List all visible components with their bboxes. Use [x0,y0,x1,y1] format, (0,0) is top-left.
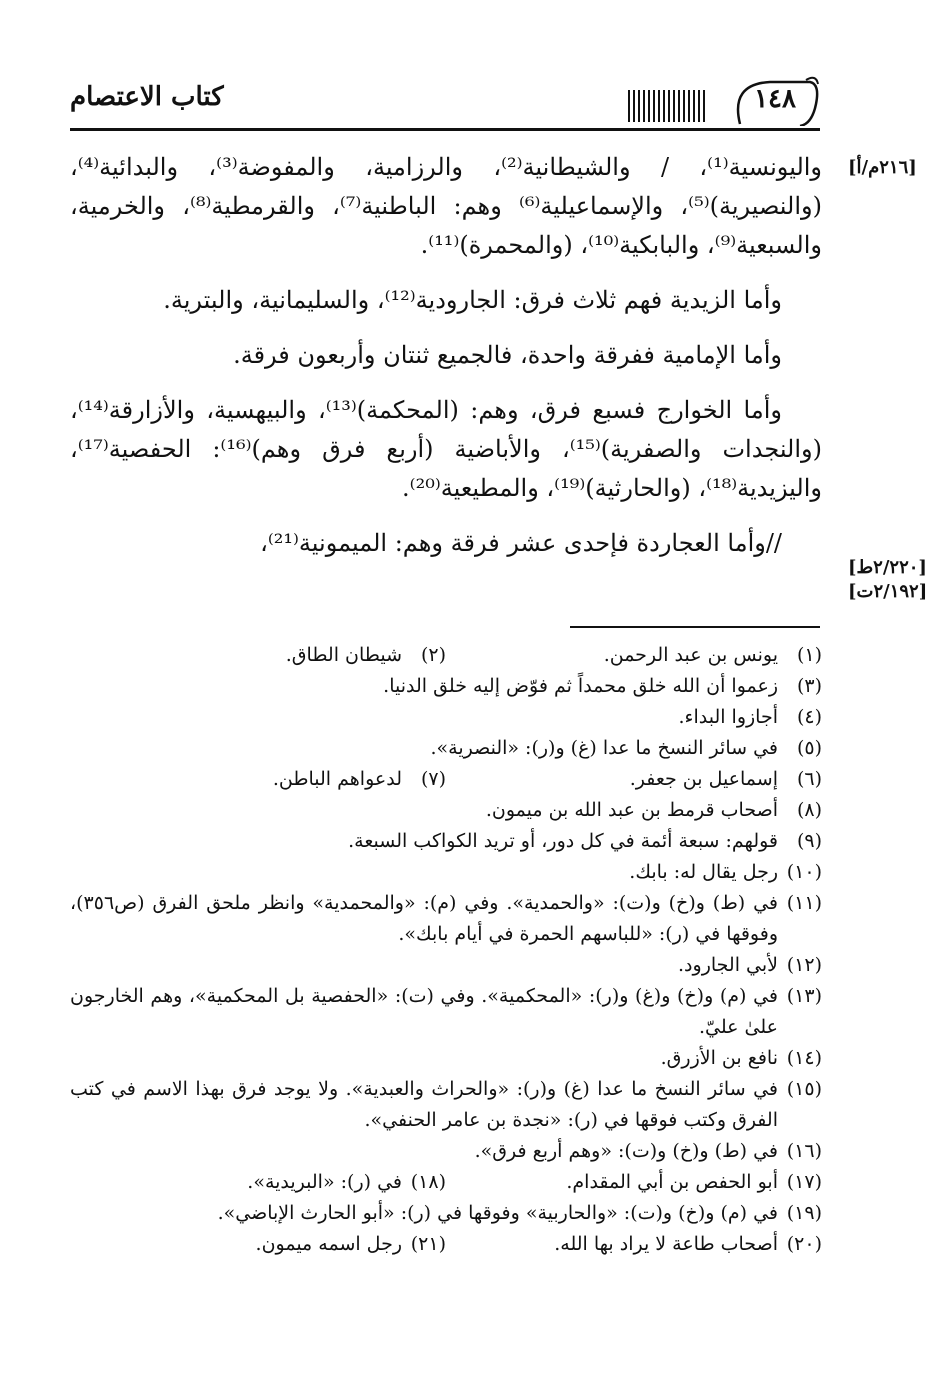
paragraph-5: //وأما العجاردة فإحدى عشر فرقة وهم: الميمونية⁽²¹⁾، [260,529,782,557]
footnote-text: زعموا أن الله خلق محمداً ثم فوّض إليه خلق الدنيا. [383,675,778,697]
footnote-number: (٢٠) [786,1233,822,1255]
header-hatching [628,90,708,122]
footnote-text: رجل اسمه ميمون. [255,1233,402,1255]
margin-note-edition-ref-1: [٢/٢٢٠ط] [848,557,927,578]
page-number: ١٤٨ [754,84,796,114]
footnote-text: لدعواهم الباطن. [272,768,402,790]
header-rule [70,128,820,131]
footnote-number: (٨) [796,799,822,821]
margin-note-manuscript-ref: [٢١٦م/أ] [848,157,917,178]
footnote-text: قولهم: سبعة أئمة في كل دور، أو تريد الكواكب السبعة. [348,830,778,852]
footnote-number: (٦) [796,768,822,790]
main-text [70,148,822,579]
footnote-row [70,671,822,702]
footnote-text: في (م) و(خ) و(غ) و(ر): «المحكمية». وفي (ت): «الحفصية بل المحكمية»، وهم الخارجون علىٰ عليّ. [70,985,778,1038]
footnote-number: (١٥) [786,1078,822,1100]
margin-note-edition-ref-2: [٢/١٩٢ت] [848,581,928,602]
footnote-number: (٣) [796,675,822,697]
footnote-text: في (م) و(خ) و(ت): «والحاربية» وفوقها في (ر): «أبو الحارث الإباضي». [217,1202,778,1224]
page-number-ornament [620,74,820,126]
footnote-number: (٢) [420,644,446,666]
footnote-number: (١) [796,644,822,666]
footnote-text: في (ر): «البريدية». [247,1171,402,1193]
footnote-row [70,826,822,857]
footnote-row [70,702,822,733]
paragraph-2: وأما الزيدية فهم ثلاث فرق: الجارودية⁽¹²⁾، والسليمانية، والبترية. [163,286,782,314]
footnote-text: لأبي الجارود. [678,954,778,976]
footnote-row [70,764,822,795]
footnote-number: (١٧) [786,1171,822,1193]
footnote-row [70,640,822,671]
footnote-number: (١٢) [786,954,822,976]
footnote-number: (٤) [796,706,822,728]
paragraph-1: واليونسية⁽¹⁾، / والشيطانية⁽²⁾، والرزامية، والمفوضة⁽³⁾، والبدائية⁽⁴⁾، (والنصيرية)⁽⁵⁾، والإسماعيلية⁽⁶⁾ وهم: الباطنية⁽⁷⁾، والقرمطية⁽⁸⁾، والخرمية، والسبعية⁽⁹⁾، والبابكية⁽¹⁰⁾، (والمحمرة)⁽¹¹⁾. [70,153,823,259]
footnote-text: أصحاب طاعة لا يراد بها الله. [554,1233,778,1255]
page-header [70,74,820,130]
footnote-row [70,857,822,888]
footnote-text: نافع بن الأزرق. [660,1047,778,1069]
footnote-number: (١٣) [786,985,822,1007]
footnote-number: (١٠) [786,861,822,883]
running-title: كتاب الاعتصام [70,82,224,112]
footnote-row [70,1229,822,1260]
footnote-text: في (ط) و(خ) و(ت): «والحمدية». وفي (م): «والمحمدية» وانظر ملحق الفرق (ص٣٥٦)، وفوقها في (ر): «للباسهم الحمرة في أيام بابك». [70,892,778,945]
footnote-row [70,1198,822,1229]
footnote-text: أصحاب قرمط بن عبد الله بن ميمون. [485,799,778,821]
footnote-text: شيطان الطاق. [285,644,402,666]
footnote-text: إسماعيل بن جعفر. [629,768,778,790]
footnote-row [70,1043,822,1074]
footnote-number: (١٤) [786,1047,822,1069]
footnote-row [70,1074,822,1136]
footnote-number: (١٦) [786,1140,822,1162]
footnote-number: (٥) [796,737,822,759]
footnote-number: (١٩) [786,1202,822,1224]
footnote-row [70,981,822,1043]
footnote-text: في (ط) و(خ) و(ت): «وهم أربع فرق». [474,1140,778,1162]
footnote-row [70,795,822,826]
paragraph-4: وأما الخوارج فسبع فرق، وهم: (المحكمة)⁽¹³⁾، والبيهسية، والأزارقة⁽¹⁴⁾، (والنجدات والصفرية)⁽¹⁵⁾، والأباضية (أربع فرق وهم)⁽¹⁶⁾: الحفصية⁽¹⁷⁾، واليزيدية⁽¹⁸⁾، (والحارثية)⁽¹⁹⁾، والمطيعية⁽²⁰⁾. [70,396,822,502]
footnote-separator [570,626,820,628]
footnote-number: (٩) [796,830,822,852]
footnote-text: في سائر النسخ ما عدا (غ) و(ر): «النصرية». [430,737,778,759]
footnote-row [70,888,822,950]
footnote-text: في سائر النسخ ما عدا (غ) و(ر): «والحراث والعبدية». ولا يوجد فرق بهذا الاسم في كتب الفرق وكتب فوقها في (ر): «نجدة بن عامر الحنفي». [70,1078,778,1131]
footnote-text: رجل يقال له: بابك. [629,861,778,883]
footnote-number: (٧) [420,768,446,790]
footnote-number: (٢١) [410,1233,446,1255]
footnote-row [70,733,822,764]
footnote-text: أجازوا البداء. [678,706,778,728]
footnote-row [70,950,822,981]
footnote-row [70,1136,822,1167]
footnote-row [70,1167,822,1198]
paragraph-3: وأما الإمامية ففرقة واحدة، فالجميع ثنتان وأربعون فرقة. [233,341,782,369]
footnote-number: (١١) [786,892,822,914]
footnote-number: (١٨) [410,1171,446,1193]
footnotes [70,640,822,1260]
footnote-text: أبو الحفص بن أبي المقدام. [566,1171,778,1193]
footnote-text: يونس بن عبد الرحمن. [603,644,778,666]
